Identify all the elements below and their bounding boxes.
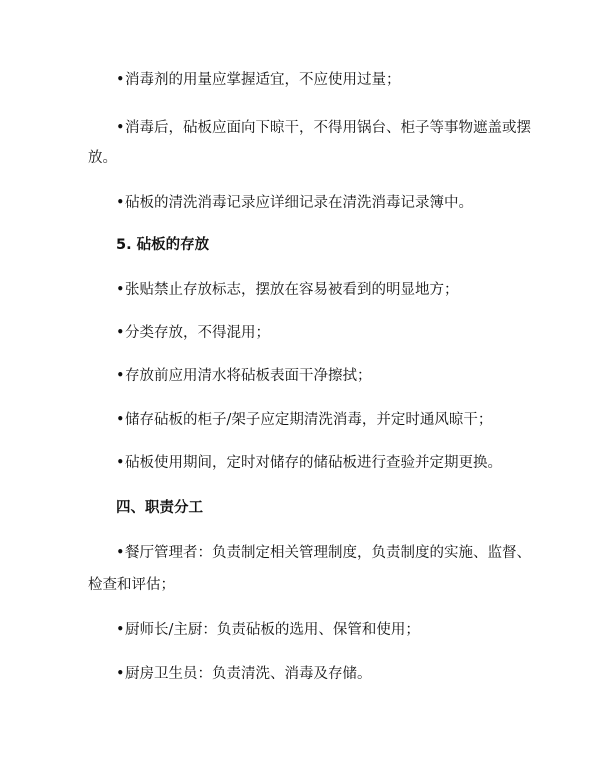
bullet-item bbox=[0, 620, 600, 640]
bullet-icon: • bbox=[116, 412, 125, 428]
bullet-text: 厨师长/主厨：负责砧板的选用、保管和使用； bbox=[125, 622, 420, 638]
bullet-icon: • bbox=[116, 545, 125, 561]
bullet-text: 餐厅管理者：负责制定相关管理制度，负责制度的实施、监督、 bbox=[125, 545, 531, 561]
bullet-icon: • bbox=[116, 325, 125, 341]
bullet-text: 消毒剂的用量应掌握适宜，不应使用过量； bbox=[125, 72, 401, 88]
bullet-text: 消毒后，砧板应面向下晾干，不得用锅台、柜子等事物遮盖或摆 bbox=[125, 120, 531, 136]
bullet-continuation bbox=[0, 575, 600, 595]
bullet-text: 储存砧板的柜子/架子应定期清洗消毒，并定时通风晾干； bbox=[125, 412, 493, 428]
bullet-item bbox=[0, 453, 600, 473]
bullet-icon: • bbox=[116, 195, 125, 211]
bullet-icon: • bbox=[116, 622, 125, 638]
bullet-icon: • bbox=[116, 455, 125, 471]
bullet-item bbox=[0, 543, 600, 563]
bullet-item bbox=[0, 664, 600, 684]
bullet-item bbox=[0, 323, 600, 343]
bullet-text: 张贴禁止存放标志，摆放在容易被看到的明显地方； bbox=[125, 282, 459, 298]
section-heading: 5. 砧板的存放 bbox=[116, 237, 210, 253]
section-heading: 四、职责分工 bbox=[116, 500, 203, 516]
bullet-text: 放。 bbox=[88, 150, 117, 166]
bullet-icon: • bbox=[116, 282, 125, 298]
bullet-text: 砧板使用期间，定时对储存的储砧板进行查验并定期更换。 bbox=[125, 455, 502, 471]
bullet-text: 分类存放，不得混用； bbox=[125, 325, 270, 341]
bullet-item bbox=[0, 280, 600, 300]
bullet-icon: • bbox=[116, 72, 125, 88]
bullet-item bbox=[0, 366, 600, 386]
bullet-item bbox=[0, 70, 600, 90]
bullet-text: 厨房卫生员：负责清洗、消毒及存储。 bbox=[125, 666, 372, 682]
bullet-icon: • bbox=[116, 368, 125, 384]
bullet-text: 砧板的清洗消毒记录应详细记录在清洗消毒记录簿中。 bbox=[125, 195, 473, 211]
bullet-text: 检查和评估； bbox=[88, 577, 175, 593]
bullet-text: 存放前应用清水将砧板表面干净擦拭； bbox=[125, 368, 372, 384]
bullet-continuation bbox=[0, 148, 600, 168]
bullet-icon: • bbox=[116, 120, 125, 136]
bullet-item bbox=[0, 193, 600, 213]
bullet-item bbox=[0, 410, 600, 430]
bullet-item bbox=[0, 118, 600, 138]
bullet-icon: • bbox=[116, 666, 125, 682]
